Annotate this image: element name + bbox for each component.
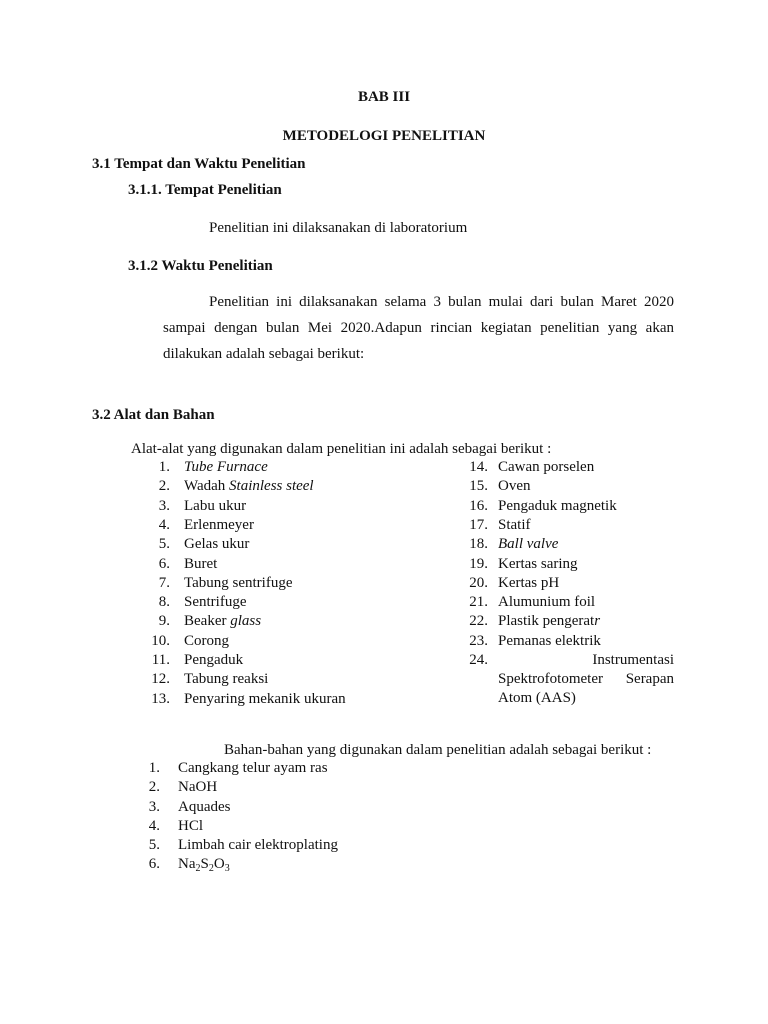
list-number: 13. [151, 690, 170, 707]
list-number: 16. [469, 497, 488, 514]
list-item-text: Limbah cair elektroplating [178, 837, 338, 854]
time-paragraph-line-1: Penelitian ini dilaksanakan selama 3 bulan mulai dari bulan Maret 2020 [209, 294, 674, 310]
list-number: 11. [151, 652, 170, 668]
list-number: 19. [469, 555, 488, 572]
list-number: 23. [469, 632, 488, 649]
list-item-text: Sentrifuge [184, 594, 247, 611]
time-paragraph-line-3: dilakukan adalah sebagai berikut: [163, 346, 365, 362]
list-item-text: Pengaduk magnetik [498, 497, 617, 514]
list-item-text: Wadah Stainless steel [184, 478, 314, 495]
list-number: 5. [158, 536, 170, 553]
place-paragraph: Penelitian ini dilaksanakan di laboratorium [209, 220, 468, 236]
list-number: 14. [469, 459, 488, 475]
list-number: 3. [148, 798, 160, 815]
materials-intro: Bahan-bahan yang digunakan dalam penelitian adalah sebagai berikut : [224, 742, 652, 758]
tool-24-line-2: Spektrofotometer Serapan [498, 671, 674, 687]
list-item-text: Plastik pengeratr [498, 613, 601, 630]
tool-24-line-3: Atom (AAS) [498, 690, 576, 706]
list-number: 12. [151, 671, 170, 688]
list-item-text: Penyaring mekanik ukuran [184, 690, 346, 707]
list-item-text: NaOH [178, 779, 218, 796]
tools-intro: Alat-alat yang digunakan dalam penelitian ini adalah sebagai berikut : [131, 441, 552, 457]
list-number: 8. [158, 594, 170, 611]
list-number: 4. [148, 817, 160, 834]
list-item-text: Aquades [178, 798, 231, 815]
list-item-text: Kertas pH [498, 574, 560, 591]
list-item-text: Kertas saring [498, 555, 578, 572]
list-number: 6. [148, 856, 160, 872]
list-item-text: Cangkang telur ayam ras [178, 760, 328, 776]
list-item-text: Beaker glass [184, 613, 262, 630]
list-item-text: Tabung sentrifuge [184, 574, 293, 591]
list-item-text: Gelas ukur [184, 536, 250, 553]
list-item-text: Pengaduk [184, 652, 244, 668]
list-item-text: Cawan porselen [498, 459, 595, 475]
list-item-text: Labu ukur [184, 497, 247, 514]
list-number: 10. [151, 632, 170, 649]
section-heading-3-2: 3.2 Alat dan Bahan [92, 407, 215, 423]
list-number: 1. [148, 760, 160, 776]
list-number: 2. [148, 779, 160, 796]
list-item-text: Ball valve [498, 536, 559, 553]
list-number: 20. [469, 574, 488, 591]
list-number: 5. [148, 837, 160, 854]
list-number: 24. [469, 652, 488, 668]
list-number: 15. [469, 478, 488, 495]
list-number: 21. [469, 594, 488, 611]
list-number: 2. [158, 478, 170, 495]
list-item-text: HCl [178, 817, 204, 834]
list-item-text: Pemanas elektrik [498, 632, 601, 649]
section-heading-3-1: 3.1 Tempat dan Waktu Penelitian [92, 156, 306, 172]
list-number: 3. [158, 497, 170, 514]
list-item-text: Buret [184, 555, 218, 572]
tool-24-line-1: Instrumentasi [592, 652, 674, 668]
list-number: 18. [469, 536, 488, 553]
list-number: 7. [158, 574, 170, 591]
list-item-text: Tube Furnace [184, 459, 268, 475]
list-number: 1. [158, 459, 170, 475]
list-item-text: Alumunium foil [498, 594, 596, 611]
chapter-heading: BAB III [357, 89, 411, 105]
list-number: 9. [158, 613, 170, 630]
list-number: 17. [469, 516, 488, 533]
time-paragraph-line-2: sampai dengan bulan Mei 2020.Adapun rincian kegiatan penelitian yang akan [163, 320, 674, 336]
page-title: METODELOGI PENELITIAN [282, 128, 486, 144]
subsection-heading-3-1-2: 3.1.2 Waktu Penelitian [128, 258, 273, 274]
chemical-formula: $Na_2S_2O_3$ [178, 856, 230, 874]
list-number: 6. [158, 555, 170, 572]
list-item-text: Statif [498, 516, 531, 533]
list-item-text: Corong [184, 632, 229, 649]
list-number: 4. [158, 516, 170, 533]
list-item-text: Tabung reaksi [184, 671, 269, 688]
list-item-text: Erlenmeyer [184, 516, 254, 533]
list-item-text: Oven [498, 478, 531, 495]
subsection-heading-3-1-1: 3.1.1. Tempat Penelitian [128, 182, 282, 198]
list-number: 22. [469, 613, 488, 630]
